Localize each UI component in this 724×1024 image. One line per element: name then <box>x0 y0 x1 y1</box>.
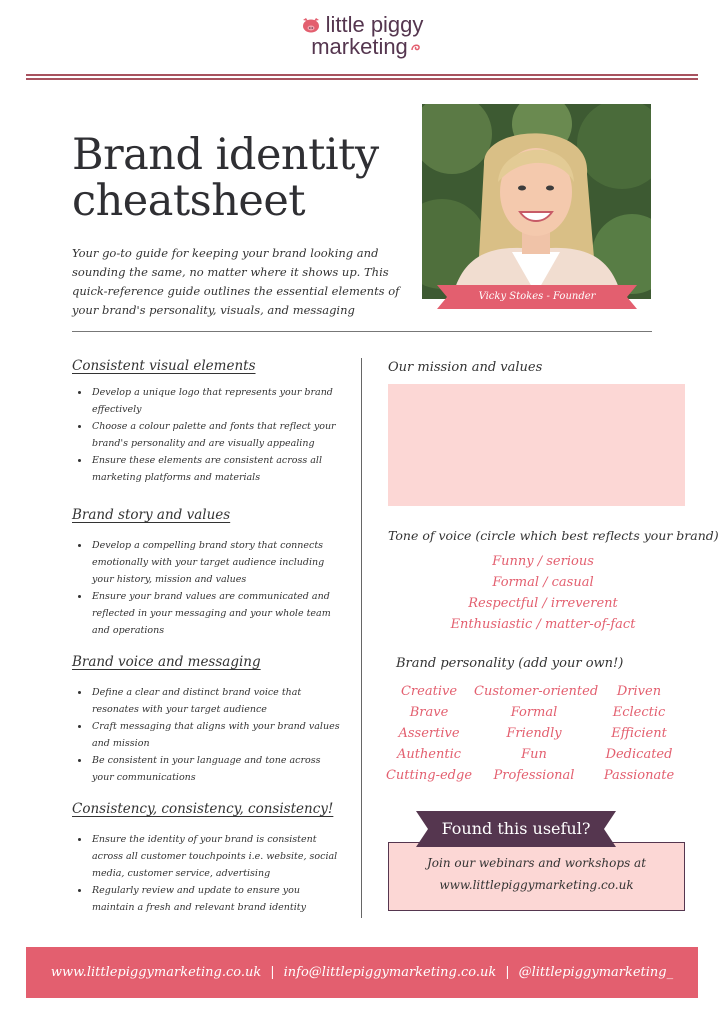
footer-separator: | <box>270 965 275 980</box>
bullet-item: • Develop a unique logo that represents your brand effectively <box>90 384 342 418</box>
tone-options <box>388 551 698 635</box>
personality-trait[interactable]: Assertive <box>398 726 460 741</box>
page-title <box>72 132 402 224</box>
logo-text-bottom: marketing <box>311 34 408 59</box>
personality-trait[interactable]: Fun <box>521 747 547 762</box>
mission-heading: Our mission and values <box>388 360 543 375</box>
footer-email-link[interactable]: info@littlepiggymarketing.co.uk <box>283 965 497 980</box>
bullet-item: • Ensure these elements are consistent across all marketing platforms and materials <box>90 452 342 486</box>
bullet-list <box>72 384 342 486</box>
personality-trait[interactable]: Customer-oriented <box>474 684 599 699</box>
bullet-item: • Ensure the identity of your brand is consistent across all customer touchpoints i.e. website, social media, customer service, advertising <box>90 831 342 882</box>
section-brand-story <box>72 507 342 639</box>
tone-option[interactable]: Funny / serious <box>492 554 594 569</box>
section-heading: Consistent visual elements <box>72 358 256 374</box>
cta-text <box>388 852 685 896</box>
personality-trait[interactable]: Authentic <box>396 747 462 762</box>
bullet-item: • Ensure your brand values are communicated and reflected in your messaging and your whole team and operations <box>90 588 342 639</box>
footer-separator: | <box>505 965 510 980</box>
footer-bar <box>26 947 698 998</box>
brand-logo <box>0 14 724 58</box>
mission-box[interactable] <box>388 384 685 506</box>
pig-icon <box>301 17 321 33</box>
personality-trait[interactable]: Brave <box>409 705 449 720</box>
bullet-list <box>72 537 342 639</box>
personality-trait[interactable]: Professional <box>493 768 575 783</box>
personality-heading: Brand personality (add your own!) <box>396 656 624 671</box>
title-line-1: Brand identity <box>72 130 379 180</box>
personality-grid <box>384 681 684 786</box>
bullet-list <box>72 831 342 916</box>
cta-banner: Found this useful? <box>441 819 591 838</box>
tone-option[interactable]: Enthusiastic / matter-of-fact <box>450 617 636 632</box>
tone-option[interactable]: Respectful / irreverent <box>468 596 618 611</box>
personality-trait[interactable]: Cutting-edge <box>385 768 473 783</box>
personality-trait[interactable]: Efficient <box>611 726 667 741</box>
personality-trait[interactable]: Eclectic <box>612 705 666 720</box>
personality-trait[interactable]: Driven <box>616 684 662 699</box>
logo-text-top: little piggy <box>325 12 424 37</box>
section-heading: Brand voice and messaging <box>72 654 261 670</box>
personality-trait[interactable]: Friendly <box>506 726 562 741</box>
bullet-item: • Craft messaging that aligns with your brand values and mission <box>90 718 342 752</box>
section-heading: Brand story and values <box>72 507 231 523</box>
personality-trait[interactable]: Passionate <box>603 768 675 783</box>
cta-link[interactable]: www.littlepiggymarketing.co.uk <box>439 878 634 892</box>
bullet-item: • Choose a colour palette and fonts that reflect your brand's personality and are visually appealing <box>90 418 342 452</box>
section-visual-elements <box>72 358 342 486</box>
personality-trait[interactable]: Formal <box>510 705 558 720</box>
cta-line: Join our webinars and workshops at <box>426 856 647 870</box>
intro-paragraph: Your go-to guide for keeping your brand looking and sounding the same, no matter where it shows up. This quick-reference guide outlines the essential elements of your brand's personality, visuals, and messaging <box>72 246 400 317</box>
section-brand-voice <box>72 654 342 786</box>
pig-tail-icon <box>411 42 421 52</box>
personality-trait[interactable]: Dedicated <box>605 747 673 762</box>
footer-website-link[interactable]: www.littlepiggymarketing.co.uk <box>50 965 262 980</box>
section-consistency <box>72 801 342 916</box>
tone-option[interactable]: Formal / casual <box>492 575 594 590</box>
founder-photo <box>422 104 651 299</box>
personality-trait[interactable]: Creative <box>400 684 458 699</box>
title-line-2: cheatsheet <box>72 176 306 226</box>
bullet-item: • Be consistent in your language and tone across your communications <box>90 752 342 786</box>
section-heading: Consistency, consistency, consistency! <box>72 801 334 817</box>
footer-social-link[interactable]: @littlepiggymarketing_ <box>518 965 674 980</box>
section-divider <box>72 331 652 332</box>
bullet-list <box>72 684 342 786</box>
bullet-item: • Develop a compelling brand story that connects emotionally with your target audience including your history, mission and values <box>90 537 342 588</box>
column-divider <box>361 358 362 918</box>
tone-heading: Tone of voice (circle which best reflects your brand) <box>388 528 719 543</box>
bullet-item: • Regularly review and update to ensure you maintain a fresh and relevant brand identity <box>90 882 342 916</box>
photo-caption: Vicky Stokes - Founder <box>478 291 596 302</box>
bullet-item: • Define a clear and distinct brand voice that resonates with your target audience <box>90 684 342 718</box>
header-rule <box>26 74 698 80</box>
